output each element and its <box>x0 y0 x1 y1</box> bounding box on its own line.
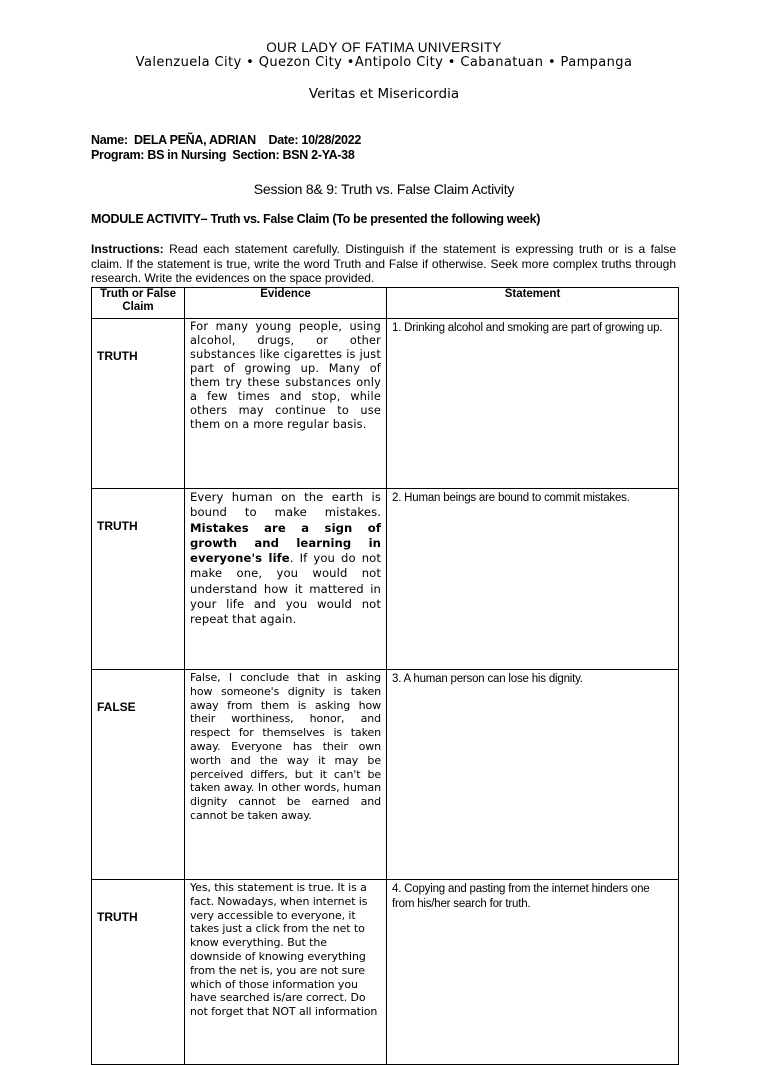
header-statement: Statement <box>387 288 679 319</box>
instructions-paragraph <box>91 242 676 286</box>
statement-cell: 4. Copying and pasting from the internet hinders one from his/her search for truth. <box>387 880 679 1065</box>
answer-cell: TRUTH <box>92 880 185 1065</box>
table-row <box>92 489 679 670</box>
university-motto: Veritas et Misericordia <box>308 86 460 102</box>
campus-cities: Valenzuela City • Quezon City •Antipolo City • Cabanatuan • Pampanga <box>135 55 633 70</box>
student-program-section: Program: BS in Nursing Section: BSN 2-YA-38 <box>91 148 355 162</box>
header-evidence: Evidence <box>185 288 387 319</box>
answer-cell: TRUTH <box>92 319 185 489</box>
evidence-text: . If you do not make one, you would not understand how it mattered in your life and you would not repeat that again. <box>190 551 382 627</box>
statement-cell: 3. A human person can lose his dignity. <box>387 670 679 880</box>
module-activity-line: MODULE ACTIVITY– Truth vs. False Claim (To be presented the following week) <box>91 212 541 226</box>
statement-cell: 2. Human beings are bound to commit mistakes. <box>387 489 679 670</box>
university-name: OUR LADY OF FATIMA UNIVERSITY <box>266 40 502 55</box>
instructions-text: Read each statement carefully. Distinguish if the statement is expressing truth or is a false claim. If the statement is true, write the word Truth and False if otherwise. Seek more complex truths through research. Write the evidences on the space provided. <box>91 242 676 285</box>
session-title: Session 8& 9: Truth vs. False Claim Activity <box>253 181 515 197</box>
table-row <box>92 319 679 489</box>
table-row <box>92 670 679 880</box>
evidence-cell <box>185 489 387 670</box>
evidence-text: Every human on the earth is bound to make mistakes. <box>190 490 381 520</box>
student-name-date: Name: DELA PEÑA, ADRIAN Date: 10/28/2022 <box>91 133 361 147</box>
claims-table <box>91 287 679 1065</box>
evidence-cell: For many young people, using alcohol, drugs, or other substances like cigarettes is just part of growing up. Many of them try these substances only a few times and stop, while others may continue to use them on a more regular basis. <box>185 319 387 489</box>
table-row <box>92 880 679 1065</box>
evidence-cell: False, I conclude that in asking how someone's dignity is taken away from them is asking how their worthiness, honor, and respect for themselves is taken away. Everyone has their own worth and the way it may be perceived differs, but it can't be taken away. In other words, human dignity cannot be earned and cannot be taken away. <box>185 670 387 880</box>
answer-cell: FALSE <box>92 670 185 880</box>
table-header-row <box>92 288 679 319</box>
statement-cell: 1. Drinking alcohol and smoking are part of growing up. <box>387 319 679 489</box>
answer-cell: TRUTH <box>92 489 185 670</box>
header-truth-or-false: Truth or False Claim <box>92 288 185 319</box>
instructions-label: Instructions: <box>91 242 164 256</box>
evidence-emphasis: Mistakes are a sign of growth and learning in everyone's life <box>190 520 381 566</box>
evidence-cell: Yes, this statement is true. It is a fact. Nowadays, when internet is very accessible to everyone, it takes just a click from the net to know everything. But the downside of knowing everything from the net is, you are not sure which of those information you have searched is/are correct. Do not forget that NOT all information <box>185 880 387 1065</box>
